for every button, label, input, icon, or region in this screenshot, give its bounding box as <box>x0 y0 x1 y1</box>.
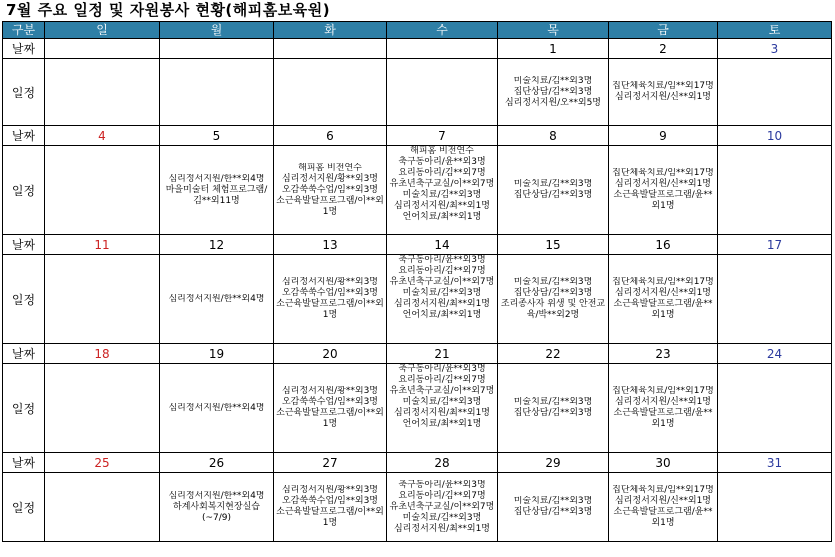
schedule-cell-friday <box>609 473 718 542</box>
event-item: 집단체육치료/임**외17명 <box>612 485 714 495</box>
event-item: 오감쑥쑥수업/임**외3명 <box>281 184 378 195</box>
event-item: 심리정서지원/신**외1명 <box>614 92 711 102</box>
schedule-cell-content <box>160 255 273 343</box>
date-row-label: 날짜 <box>3 39 45 59</box>
event-item: 심리정서지원/신**외1명 <box>614 397 711 407</box>
event-item: 심리정서지원/신**외1명 <box>614 496 711 506</box>
event-item: 집단상담/김**외3명 <box>513 408 593 418</box>
date-row <box>3 39 832 59</box>
date-cell-friday: 30 <box>609 453 718 473</box>
event-item: 유초년축구교실/이**외7명 <box>389 501 495 512</box>
schedule-cell-friday <box>609 146 718 235</box>
schedule-cell-tuesday <box>274 364 387 453</box>
event-list <box>274 277 386 321</box>
schedule-row <box>3 364 832 453</box>
schedule-cell-monday <box>160 59 274 126</box>
event-list <box>388 146 497 223</box>
header-thursday: 목 <box>498 22 609 39</box>
schedule-cell-content <box>274 146 386 234</box>
schedule-cell-saturday <box>718 146 832 235</box>
event-item: 미술치료/김**외3명 <box>513 397 593 407</box>
event-item: 미술치료/김**외3명 <box>402 512 482 523</box>
schedule-cell-content <box>498 146 608 234</box>
event-item: (~7/9) <box>201 512 232 523</box>
event-item: 심리정서지원/한**외4명 <box>168 293 265 304</box>
schedule-cell-thursday <box>498 473 609 542</box>
schedule-cell-content <box>609 255 717 343</box>
event-item: 소근육발달프로그램/이**외1명 <box>276 195 384 217</box>
event-item: 심리정서지원/신**외1명 <box>614 179 711 189</box>
date-cell-wednesday <box>387 39 498 59</box>
schedule-cell-content <box>387 146 497 234</box>
event-item: 마을미술터 체험프로그램/김**외11명 <box>165 184 268 206</box>
schedule-row-label: 일정 <box>3 364 45 453</box>
schedule-cell-content <box>45 59 159 125</box>
date-cell-sunday <box>45 39 160 59</box>
event-item: 요리동아리/김**외7명 <box>398 168 486 178</box>
event-item: 요리동아리/김**외7명 <box>398 375 486 385</box>
date-cell-monday: 12 <box>160 235 274 255</box>
event-item: 심리정서지원/한**외4명 <box>168 490 265 501</box>
schedule-cell-sunday <box>45 255 160 344</box>
date-cell-thursday: 1 <box>498 39 609 59</box>
schedule-cell-content <box>609 473 717 541</box>
date-cell-wednesday: 21 <box>387 344 498 364</box>
schedule-cell-content <box>160 473 273 541</box>
header-sunday: 일 <box>45 22 160 39</box>
event-list <box>609 168 717 212</box>
event-item: 소근육발달프로그램/이**외1명 <box>276 408 384 429</box>
schedule-cell-tuesday <box>274 146 387 235</box>
date-cell-wednesday: 14 <box>387 235 498 255</box>
event-list <box>166 491 266 524</box>
date-row-label: 날짜 <box>3 344 45 364</box>
event-list <box>274 386 386 430</box>
date-cell-saturday: 31 <box>718 453 832 473</box>
event-list <box>512 179 595 201</box>
header-wednesday: 수 <box>387 22 498 39</box>
schedule-cell-thursday <box>498 59 609 126</box>
event-item: 조리종사자 위생 및 안전교육/박**외2명 <box>500 299 606 320</box>
date-cell-thursday: 15 <box>498 235 609 255</box>
schedule-cell-monday <box>160 473 274 542</box>
schedule-cell-wednesday <box>387 146 498 235</box>
event-item: 집단상담/김**외3명 <box>513 190 593 200</box>
schedule-row <box>3 255 832 344</box>
event-item: 미술치료/김**외3명 <box>513 75 593 86</box>
event-item: 미술치료/김**외3명 <box>513 496 593 506</box>
schedule-cell-content <box>718 255 831 343</box>
event-item: 언어치료/최**외1명 <box>402 310 482 320</box>
date-cell-saturday: 24 <box>718 344 832 364</box>
date-row-label: 날짜 <box>3 453 45 473</box>
event-list <box>609 386 717 430</box>
event-item: 하계사회복지현장실습 <box>173 501 260 512</box>
schedule-cell-content <box>274 473 386 541</box>
event-item: 축구동아리/윤**외3명 <box>398 157 486 167</box>
date-cell-friday: 9 <box>609 126 718 146</box>
schedule-row-label: 일정 <box>3 146 45 235</box>
date-cell-friday: 2 <box>609 39 718 59</box>
schedule-cell-content <box>387 364 497 452</box>
schedule-cell-saturday <box>718 364 832 453</box>
schedule-cell-saturday <box>718 473 832 542</box>
schedule-cell-content <box>718 59 831 125</box>
event-item: 심리정서지원/최**외1명 <box>393 201 490 211</box>
event-item: 미술치료/김**외3명 <box>402 190 482 200</box>
date-cell-friday: 23 <box>609 344 718 364</box>
event-list <box>388 480 497 535</box>
event-item: 집단체육치료/임**외17명 <box>612 81 714 91</box>
schedule-cell-content <box>160 146 273 234</box>
event-item: 축구동아리/윤**외3명 <box>398 364 486 374</box>
event-list <box>388 255 497 321</box>
header-friday: 금 <box>609 22 718 39</box>
date-cell-saturday: 10 <box>718 126 832 146</box>
event-item: 집단체육치료/임**외17명 <box>612 277 714 287</box>
schedule-cell-content <box>718 146 831 234</box>
schedule-cell-wednesday <box>387 255 498 344</box>
event-item: 오감쑥쑥수업/임**외3명 <box>281 288 378 298</box>
date-cell-tuesday <box>274 39 387 59</box>
header-saturday: 토 <box>718 22 832 39</box>
schedule-row-label: 일정 <box>3 59 45 126</box>
date-cell-sunday: 25 <box>45 453 160 473</box>
schedule-cell-content <box>45 146 159 234</box>
schedule-cell-sunday <box>45 59 160 126</box>
event-item: 집단상담/김**외3명 <box>513 288 593 298</box>
event-list <box>503 76 603 109</box>
date-cell-friday: 16 <box>609 235 718 255</box>
event-list <box>160 174 273 207</box>
schedule-cell-thursday <box>498 146 609 235</box>
schedule-row <box>3 473 832 542</box>
event-item: 오감쑥쑥수업/임**외3명 <box>281 397 378 407</box>
schedule-cell-content <box>274 59 386 125</box>
schedule-cell-content <box>718 473 831 541</box>
date-cell-saturday: 17 <box>718 235 832 255</box>
event-item: 언어치료/최**외1명 <box>402 212 482 222</box>
header-row <box>3 22 832 39</box>
date-cell-tuesday: 20 <box>274 344 387 364</box>
event-item: 심리정서지원/한**외4명 <box>168 402 265 413</box>
event-list <box>610 81 716 103</box>
event-item: 축구동아리/윤**외3명 <box>398 479 486 490</box>
event-item: 소근육발달프로그램/윤**외1명 <box>613 190 713 211</box>
header-tuesday: 화 <box>274 22 387 39</box>
event-item: 요리동아리/김**외7명 <box>398 266 486 276</box>
schedule-cell-content <box>387 255 497 343</box>
event-item: 소근육발달프로그램/이**외1명 <box>276 299 384 320</box>
schedule-cell-tuesday <box>274 59 387 126</box>
schedule-cell-sunday <box>45 364 160 453</box>
event-item: 미술치료/김**외3명 <box>402 397 482 407</box>
event-list <box>166 403 266 414</box>
event-item: 심리정서지원/한**외4명 <box>168 173 265 184</box>
schedule-cell-content <box>274 255 386 343</box>
schedule-cell-monday <box>160 255 274 344</box>
event-list <box>498 277 608 321</box>
event-item: 미술치료/김**외3명 <box>513 277 593 287</box>
event-item: 집단체육치료/임**외17명 <box>612 168 714 178</box>
schedule-cell-sunday <box>45 473 160 542</box>
schedule-cell-thursday <box>498 364 609 453</box>
event-item: 소근육발달프로그램/윤**외1명 <box>613 507 713 528</box>
event-item: 오감쑥쑥수업/임**외3명 <box>281 496 378 506</box>
event-item: 축구동아리/윤**외3명 <box>398 255 486 265</box>
header-category: 구분 <box>3 22 45 39</box>
schedule-cell-content <box>718 364 831 452</box>
schedule-cell-monday <box>160 146 274 235</box>
event-item: 유초년축구교실/이**외7명 <box>389 179 495 189</box>
event-item: 심리정서지원/최**외1명 <box>393 299 490 309</box>
schedule-row <box>3 146 832 235</box>
date-cell-wednesday: 7 <box>387 126 498 146</box>
date-cell-sunday: 11 <box>45 235 160 255</box>
event-item: 집단체육치료/임**외17명 <box>612 386 714 396</box>
event-list <box>388 364 497 430</box>
event-item: 유초년축구교실/이**외7명 <box>389 277 495 287</box>
event-item: 소근육발달프로그램/윤**외1명 <box>613 408 713 429</box>
date-cell-tuesday: 6 <box>274 126 387 146</box>
event-item: 해피홈 비전연수 <box>298 162 362 173</box>
schedule-cell-saturday <box>718 59 832 126</box>
event-list <box>609 277 717 321</box>
schedule-cell-content <box>45 255 159 343</box>
date-row <box>3 453 832 473</box>
event-list <box>166 294 266 305</box>
date-cell-tuesday: 13 <box>274 235 387 255</box>
page-title: 7월 주요 일정 및 자원봉사 현황(해피홈보육원) <box>6 1 331 19</box>
event-item: 요리동아리/김**외7명 <box>398 490 486 501</box>
schedule-cell-content <box>387 59 497 125</box>
date-row-label: 날짜 <box>3 126 45 146</box>
schedule-cell-content <box>160 59 273 125</box>
event-item: 미술치료/김**외3명 <box>513 179 593 189</box>
schedule-cell-sunday <box>45 146 160 235</box>
header-monday: 월 <box>160 22 274 39</box>
event-item: 집단상담/김**외3명 <box>513 86 593 97</box>
date-row <box>3 344 832 364</box>
schedule-cell-content <box>160 364 273 452</box>
schedule-cell-content <box>498 473 608 541</box>
event-list <box>512 496 595 518</box>
event-item: 심리정서지원/신**외1명 <box>614 288 711 298</box>
schedule-cell-content <box>609 59 717 125</box>
date-row <box>3 235 832 255</box>
schedule-cell-content <box>498 59 608 125</box>
date-cell-monday <box>160 39 274 59</box>
event-item: 해피홈 비전연수 <box>410 146 474 156</box>
schedule-cell-thursday <box>498 255 609 344</box>
date-cell-monday: 26 <box>160 453 274 473</box>
schedule-row-label: 일정 <box>3 255 45 344</box>
schedule-cell-friday <box>609 59 718 126</box>
event-item: 소근육발달프로그램/이**외1명 <box>276 507 384 528</box>
event-item: 심리정서지원/최**외1명 <box>393 523 490 534</box>
date-row <box>3 126 832 146</box>
date-cell-thursday: 8 <box>498 126 609 146</box>
event-item: 심리정서지원/황**외3명 <box>281 277 378 287</box>
schedule-cell-monday <box>160 364 274 453</box>
event-item: 소근육발달프로그램/윤**외1명 <box>613 299 713 320</box>
schedule-cell-tuesday <box>274 473 387 542</box>
schedule-cell-content <box>45 473 159 541</box>
date-cell-monday: 19 <box>160 344 274 364</box>
event-item: 심리정서지원/오**외5명 <box>504 97 601 108</box>
schedule-row <box>3 59 832 126</box>
event-list <box>274 163 386 218</box>
schedule-cell-content <box>387 473 497 541</box>
schedule-cell-content <box>274 364 386 452</box>
schedule-cell-content <box>609 364 717 452</box>
date-cell-wednesday: 28 <box>387 453 498 473</box>
schedule-cell-content <box>498 364 608 452</box>
date-row-label: 날짜 <box>3 235 45 255</box>
date-cell-tuesday: 27 <box>274 453 387 473</box>
schedule-cell-tuesday <box>274 255 387 344</box>
schedule-cell-content <box>609 146 717 234</box>
date-cell-thursday: 22 <box>498 344 609 364</box>
event-item: 집단상담/김**외3명 <box>513 507 593 517</box>
schedule-cell-content <box>45 364 159 452</box>
event-item: 유초년축구교실/이**외7명 <box>389 386 495 396</box>
event-item: 심리정서지원/황**외3명 <box>281 386 378 396</box>
schedule-cell-friday <box>609 364 718 453</box>
event-item: 미술치료/김**외3명 <box>402 288 482 298</box>
schedule-cell-wednesday <box>387 364 498 453</box>
schedule-row-label: 일정 <box>3 473 45 542</box>
schedule-calendar-table <box>2 21 832 542</box>
date-cell-monday: 5 <box>160 126 274 146</box>
date-cell-sunday: 18 <box>45 344 160 364</box>
event-list <box>274 485 386 529</box>
date-cell-thursday: 29 <box>498 453 609 473</box>
schedule-cell-content <box>498 255 608 343</box>
date-cell-saturday: 3 <box>718 39 832 59</box>
date-cell-sunday: 4 <box>45 126 160 146</box>
event-list <box>512 397 595 419</box>
schedule-cell-wednesday <box>387 473 498 542</box>
event-item: 심리정서지원/최**외1명 <box>393 408 490 418</box>
event-item: 언어치료/최**외1명 <box>402 419 482 429</box>
event-list <box>609 485 717 529</box>
schedule-cell-wednesday <box>387 59 498 126</box>
schedule-cell-friday <box>609 255 718 344</box>
event-item: 심리정서지원/황**외3명 <box>281 173 378 184</box>
schedule-cell-saturday <box>718 255 832 344</box>
event-item: 심리정서지원/황**외3명 <box>281 485 378 495</box>
